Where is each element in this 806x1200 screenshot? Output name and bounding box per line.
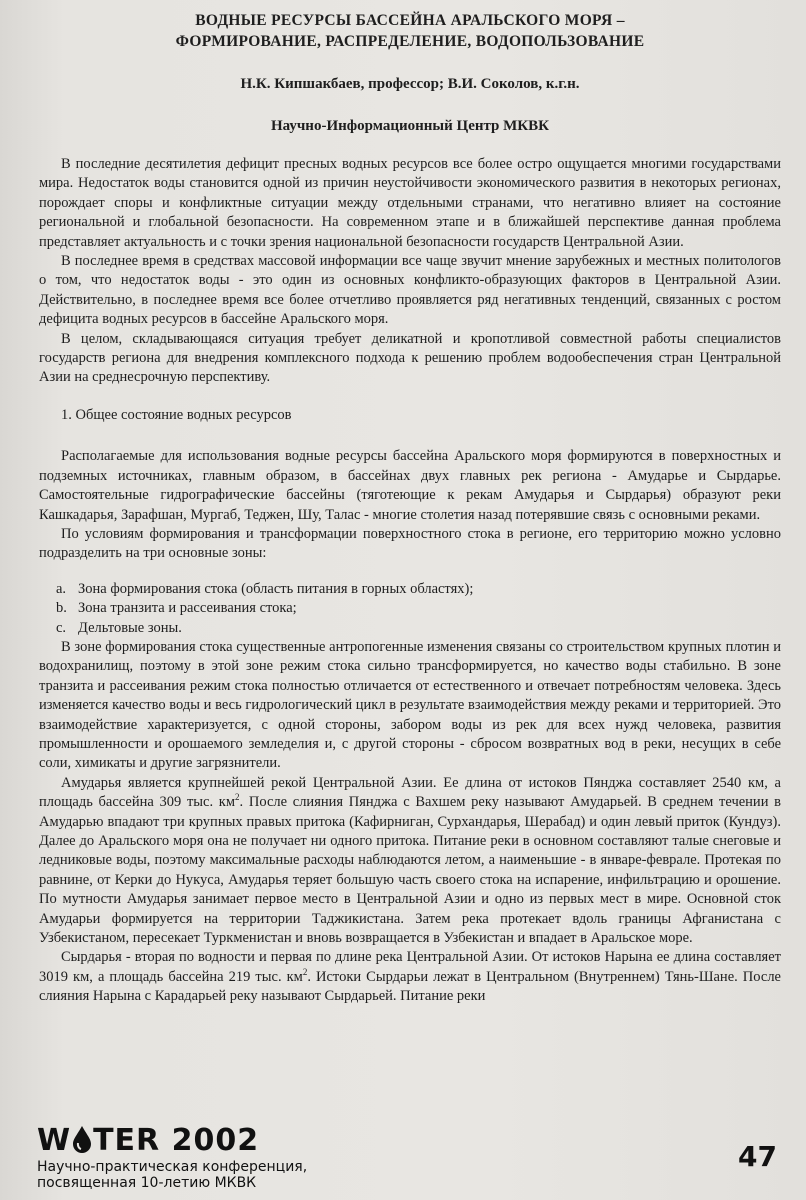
- paragraph: В последнее время в средствах массовой информации все чаще звучит мнение зарубежных и местных политологов о том, что недостаток воды - это один из основных конфликто-образующих факторов в Центральной Азии. Действительно, в последнее время все более отчетливо проявляется ряд негативных тенденций, связанных с ростом дефицита водных ресурсов в бассейне Аральского моря.: [39, 253, 781, 328]
- conference-caption: Научно-практическая конференция, посвященная 10-летию МКВК: [37, 1159, 308, 1191]
- authors: Н.К. Кипшакбаев, профессор; В.И. Соколов, к.г.н.: [240, 76, 580, 92]
- page-footer: [37, 1124, 777, 1194]
- list-text: Зона формирования стока (область питания в горных областях);: [78, 580, 474, 597]
- superscript: 2: [235, 792, 240, 803]
- list-item: [56, 580, 781, 599]
- paragraph: В последние десятилетия дефицит пресных водных ресурсов все более остро ощущается многими государствами мира. Недостаток воды становится одной из причин неустойчивости экономического развития в некоторых регионах, порождает споры и конфликтные ситуации между отдельными странами, что негативно влияет на состояние региональной и глобальной безопасности. На современном этапе и в ближайшей перспективе данная проблема представляет актуальность и с точки зрения национальной безопасности государств Центральной Азии.: [39, 156, 781, 250]
- list-text: Зона транзита и рассеивания стока;: [78, 600, 297, 617]
- title-line-1: ВОДНЫЕ РЕСУРСЫ БАССЕЙНА АРАЛЬСКОГО МОРЯ –: [195, 12, 625, 29]
- title-line-2: ФОРМИРОВАНИЕ, РАСПРЕДЕЛЕНИЕ, ВОДОПОЛЬЗОВАНИЕ: [175, 33, 645, 50]
- water-drop-icon: [71, 1125, 93, 1153]
- list-marker: b.: [56, 600, 67, 617]
- paragraph-syrdarya: Сырдарья - вторая по водности и первая по длине река Центральной Азии. От истоков Нарына ее длина составляет 3019 км, а площадь бассейна 219 тыс. $км^2$. Истоки Сырдарьи лежат в Центральном (Внутреннем) Тянь-Шане. После слияния Нарына с Карадарьей реку называют Сырдарьей. Питание реки: [39, 949, 781, 1005]
- paper-title: [60, 10, 760, 52]
- paragraph: Располагаемые для использования водные ресурсы бассейна Аральского моря формируются в поверхностных и подземных источниках, главным образом, в бассейнах двух главных рек региона - Амударье и Сырдарье. Самостоятельные гидрографические бассейны (тяготеющие к рекам Амударья и Сырдарья) образуют реки Кашкадарья, Зарафшан, Мургаб, Теджен, Шу, Талас - многие столетия назад потерявшие связь с основными реками.: [39, 448, 781, 523]
- water-2002-logo: W TER 2002: [37, 1123, 260, 1158]
- section-heading: 1. Общее состояние водных ресурсов: [61, 406, 292, 423]
- paragraph-amudarya: Амударья является крупнейшей рекой Центральной Азии. Ее длина от истоков Пянджа составляет 2540 км, а площадь бассейна 309 тыс. $км^2$. После слияния Пянджа с Вахшем реку называют Амударьей. В среднем течении в Амударью впадают три крупных правых притока (Кафирниган, Сурхандарья, Шерабад) и один левый приток (Кундуз). Далее до Аральского моря она не получает ни одного притока. Питание реки в основном составляют талые снеговые и ледниковые воды, поэтому максимальные расходы наблюдаются летом, а наименьшие - в январе-феврале. Протекая по равнине, от Керки до Нукуса, Амударья теряет большую часть своего стока на испарение, инфильтрацию и орошение. По мутности Амударья занимает первое место в Центральной Азии и одно из первых мест в мире. Основной сток Амударьи формируется на территории Таджикистана. Затем река протекает вдоль границы Афганистана с Узбекистаном, пересекает Туркменистан и вновь возвращается в Узбекистан и впадает в Аральское море.: [39, 774, 782, 947]
- list-text: Дельтовые зоны.: [78, 619, 182, 636]
- paragraph: В зоне формирования стока существенные антропогенные изменения связаны со строительством крупных плотин и водохранилищ, поэтому в этой зоне режим стока сильно трансформируется, но качество воды стабильно. В зоне транзита и рассеивания режим стока полностью отличается от естественного и отвечает потребностям человека. Здесь изменяется качество воды и весь гидрологический цикл в результате взаимодействия между реками и территорией. Это взаимодействие характеризуется, с одной стороны, забором воды из рек для всех нужд человека, развития промышленности и орошаемого земледелия и, с другой стороны - сбросом возвратных вод в реки, несущих в себе соли, химикаты и другие загрязнители.: [39, 638, 781, 772]
- paragraph: В целом, складывающаяся ситуация требует деликатной и кропотливой совместной работы специалистов государств региона для внедрения комплексного подхода к решению проблем водообеспечения стран Центральной Азии на среднесрочную перспективу.: [39, 330, 781, 386]
- list-item: [56, 599, 781, 618]
- list-marker: c.: [56, 619, 67, 636]
- superscript: 2: [302, 967, 308, 978]
- list-marker: a.: [56, 580, 67, 597]
- article-body: [39, 155, 781, 1007]
- zones-list: [39, 580, 781, 638]
- list-item: [56, 619, 781, 638]
- page-number: 47: [738, 1140, 777, 1173]
- organization: Научно-Информационный Центр МКВК: [270, 118, 550, 134]
- paragraph: По условиям формирования и трансформации поверхностного стока в регионе, его территорию можно условно подразделить на три основные зоны:: [39, 525, 781, 562]
